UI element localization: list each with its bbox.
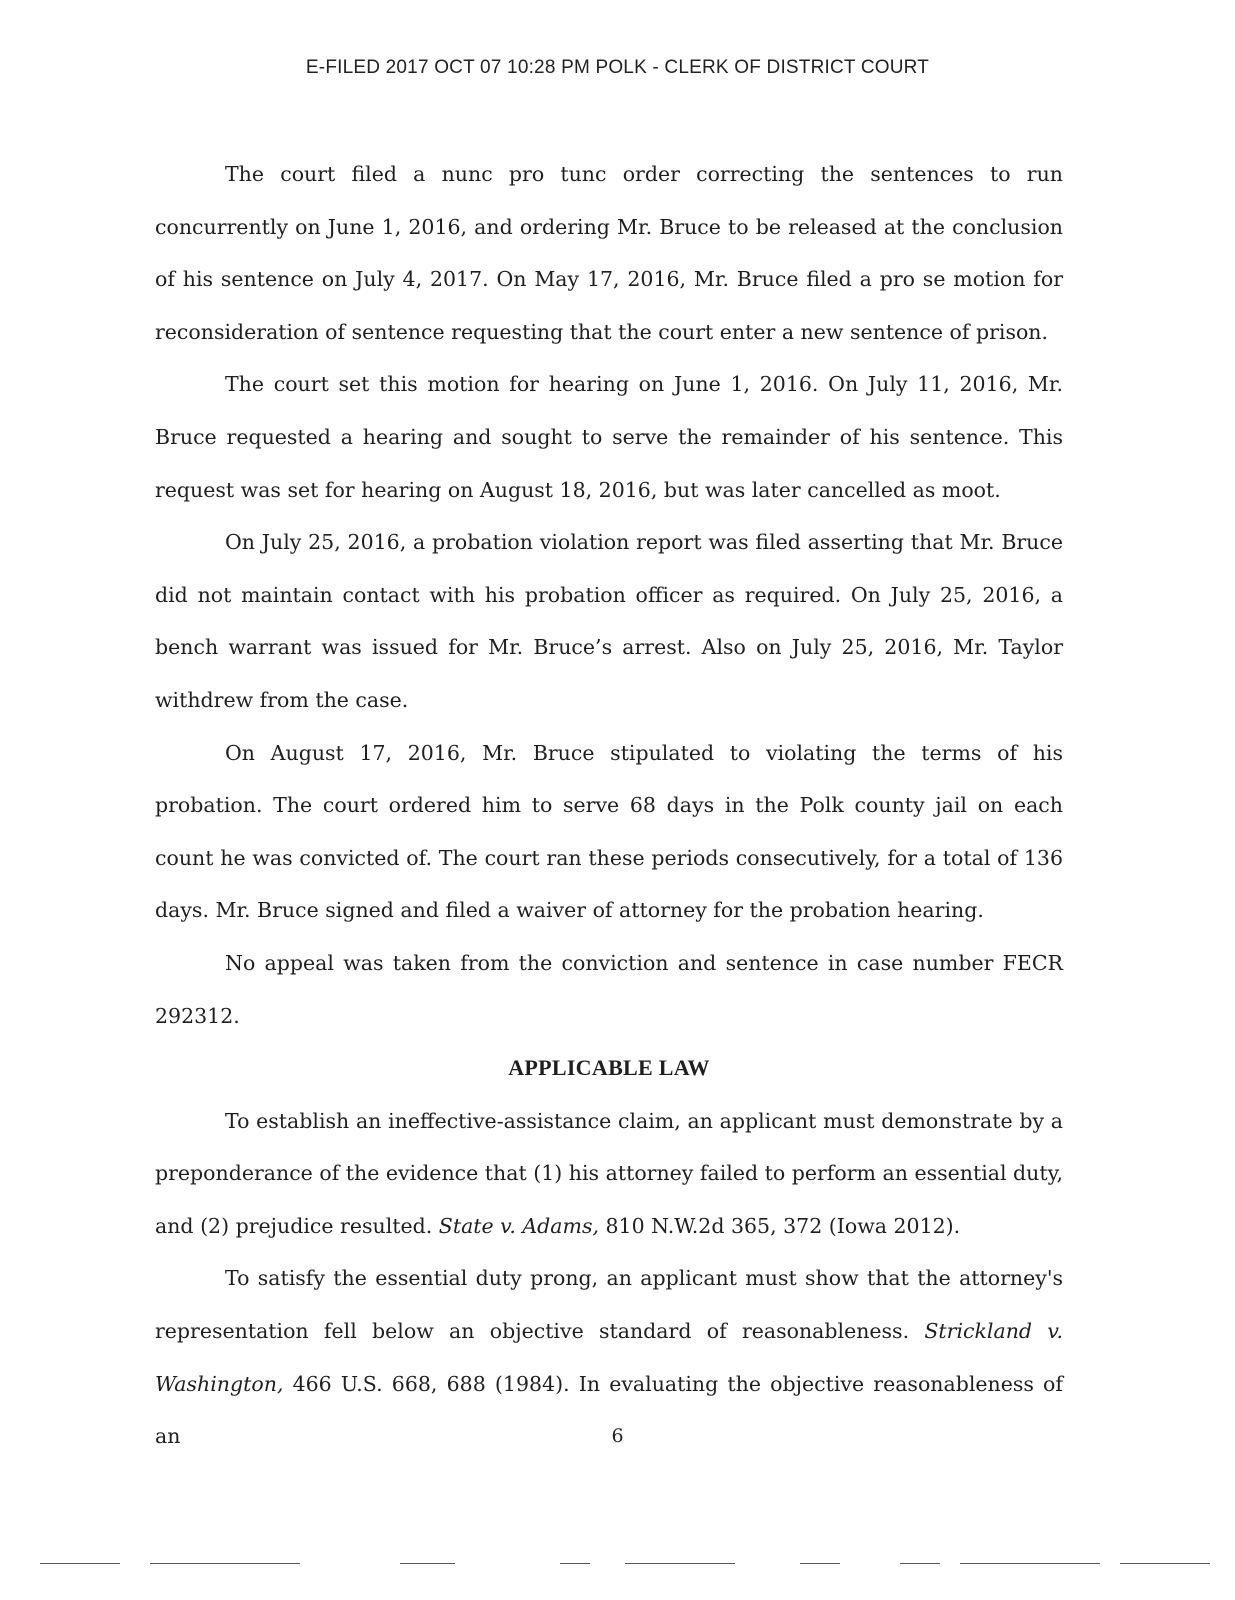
scan-artifact-line <box>1120 1563 1210 1564</box>
scan-artifact-line <box>960 1563 1100 1564</box>
scan-artifact-line <box>900 1563 940 1564</box>
scan-artifact-line <box>800 1563 840 1564</box>
document-body <box>155 148 1063 1463</box>
section-heading: APPLICABLE LAW <box>508 1055 710 1081</box>
case-citation-strickland: Strickland v. Washington, <box>155 1319 1063 1396</box>
paragraph-ineffective-assistance <box>155 1095 1063 1253</box>
efile-stamp: E-FILED 2017 OCT 07 10:28 PM POLK - CLERK OF DISTRICT COURT <box>305 57 930 78</box>
p6-citation: 810 N.W.2d 365, 372 (Iowa 2012). <box>598 1213 961 1238</box>
p7-text-after: 466 U.S. 668, 688 (1984). In evaluating the objective reasonableness of an <box>155 1371 1063 1449</box>
scan-artifact-line <box>625 1563 735 1564</box>
scan-artifact-line <box>400 1563 455 1564</box>
scan-artifact-line <box>150 1563 300 1564</box>
paragraph-hearing: The court set this motion for hearing on June 1, 2016. On July 11, 2016, Mr. Bruce requested a hearing and sought to serve the remainder of his sentence. This request was set for hearing on August 18, 2016, but was later cancelled as moot. <box>155 372 1063 502</box>
paragraph-probation-violation: On July 25, 2016, a probation violation report was filed asserting that Mr. Bruce did not maintain contact with his probation officer as required. On July 25, 2016, a bench warrant was issued for Mr. Bruce’s arrest. Also on July 25, 2016, Mr. Taylor withdrew from the case. <box>155 530 1063 712</box>
paragraph-stipulation: On August 17, 2016, Mr. Bruce stipulated to violating the terms of his probation. The court ordered him to serve 68 days in the Polk county jail on each count he was convicted of. The court ran these periods consecutively, for a total of 136 days. Mr. Bruce signed and filed a waiver of attorney for the probation hearing. <box>155 740 1063 923</box>
scan-artifact-line <box>560 1563 590 1564</box>
p7-text: To satisfy the essential duty prong, an applicant must show that the attorney's representation fell below an objective standard of reasonableness. <box>155 1266 1063 1344</box>
page-number: 6 <box>611 1425 624 1447</box>
scan-artifact-line <box>40 1563 120 1564</box>
case-citation-adams: State v. Adams, <box>438 1213 599 1238</box>
paragraph-nunc-pro-tunc: The court filed a nunc pro tunc order correcting the sentences to run concurrently on June 1, 2016, and ordering Mr. Bruce to be released at the conclusion of his sentence on July 4, 2017. On May 17, 2016, Mr. Bruce filed a pro se motion for reconsideration of sentence requesting that the court enter a new sentence of prison. <box>155 162 1063 344</box>
p6-text: To establish an ineffective-assistance claim, an applicant must demonstrate by a preponderance of the evidence that (1) his attorney failed to perform an essential duty, and (2) prejudice resulted. <box>155 1108 1063 1238</box>
paragraph-no-appeal: No appeal was taken from the conviction and sentence in case number FECR 292312. <box>155 950 1063 1028</box>
